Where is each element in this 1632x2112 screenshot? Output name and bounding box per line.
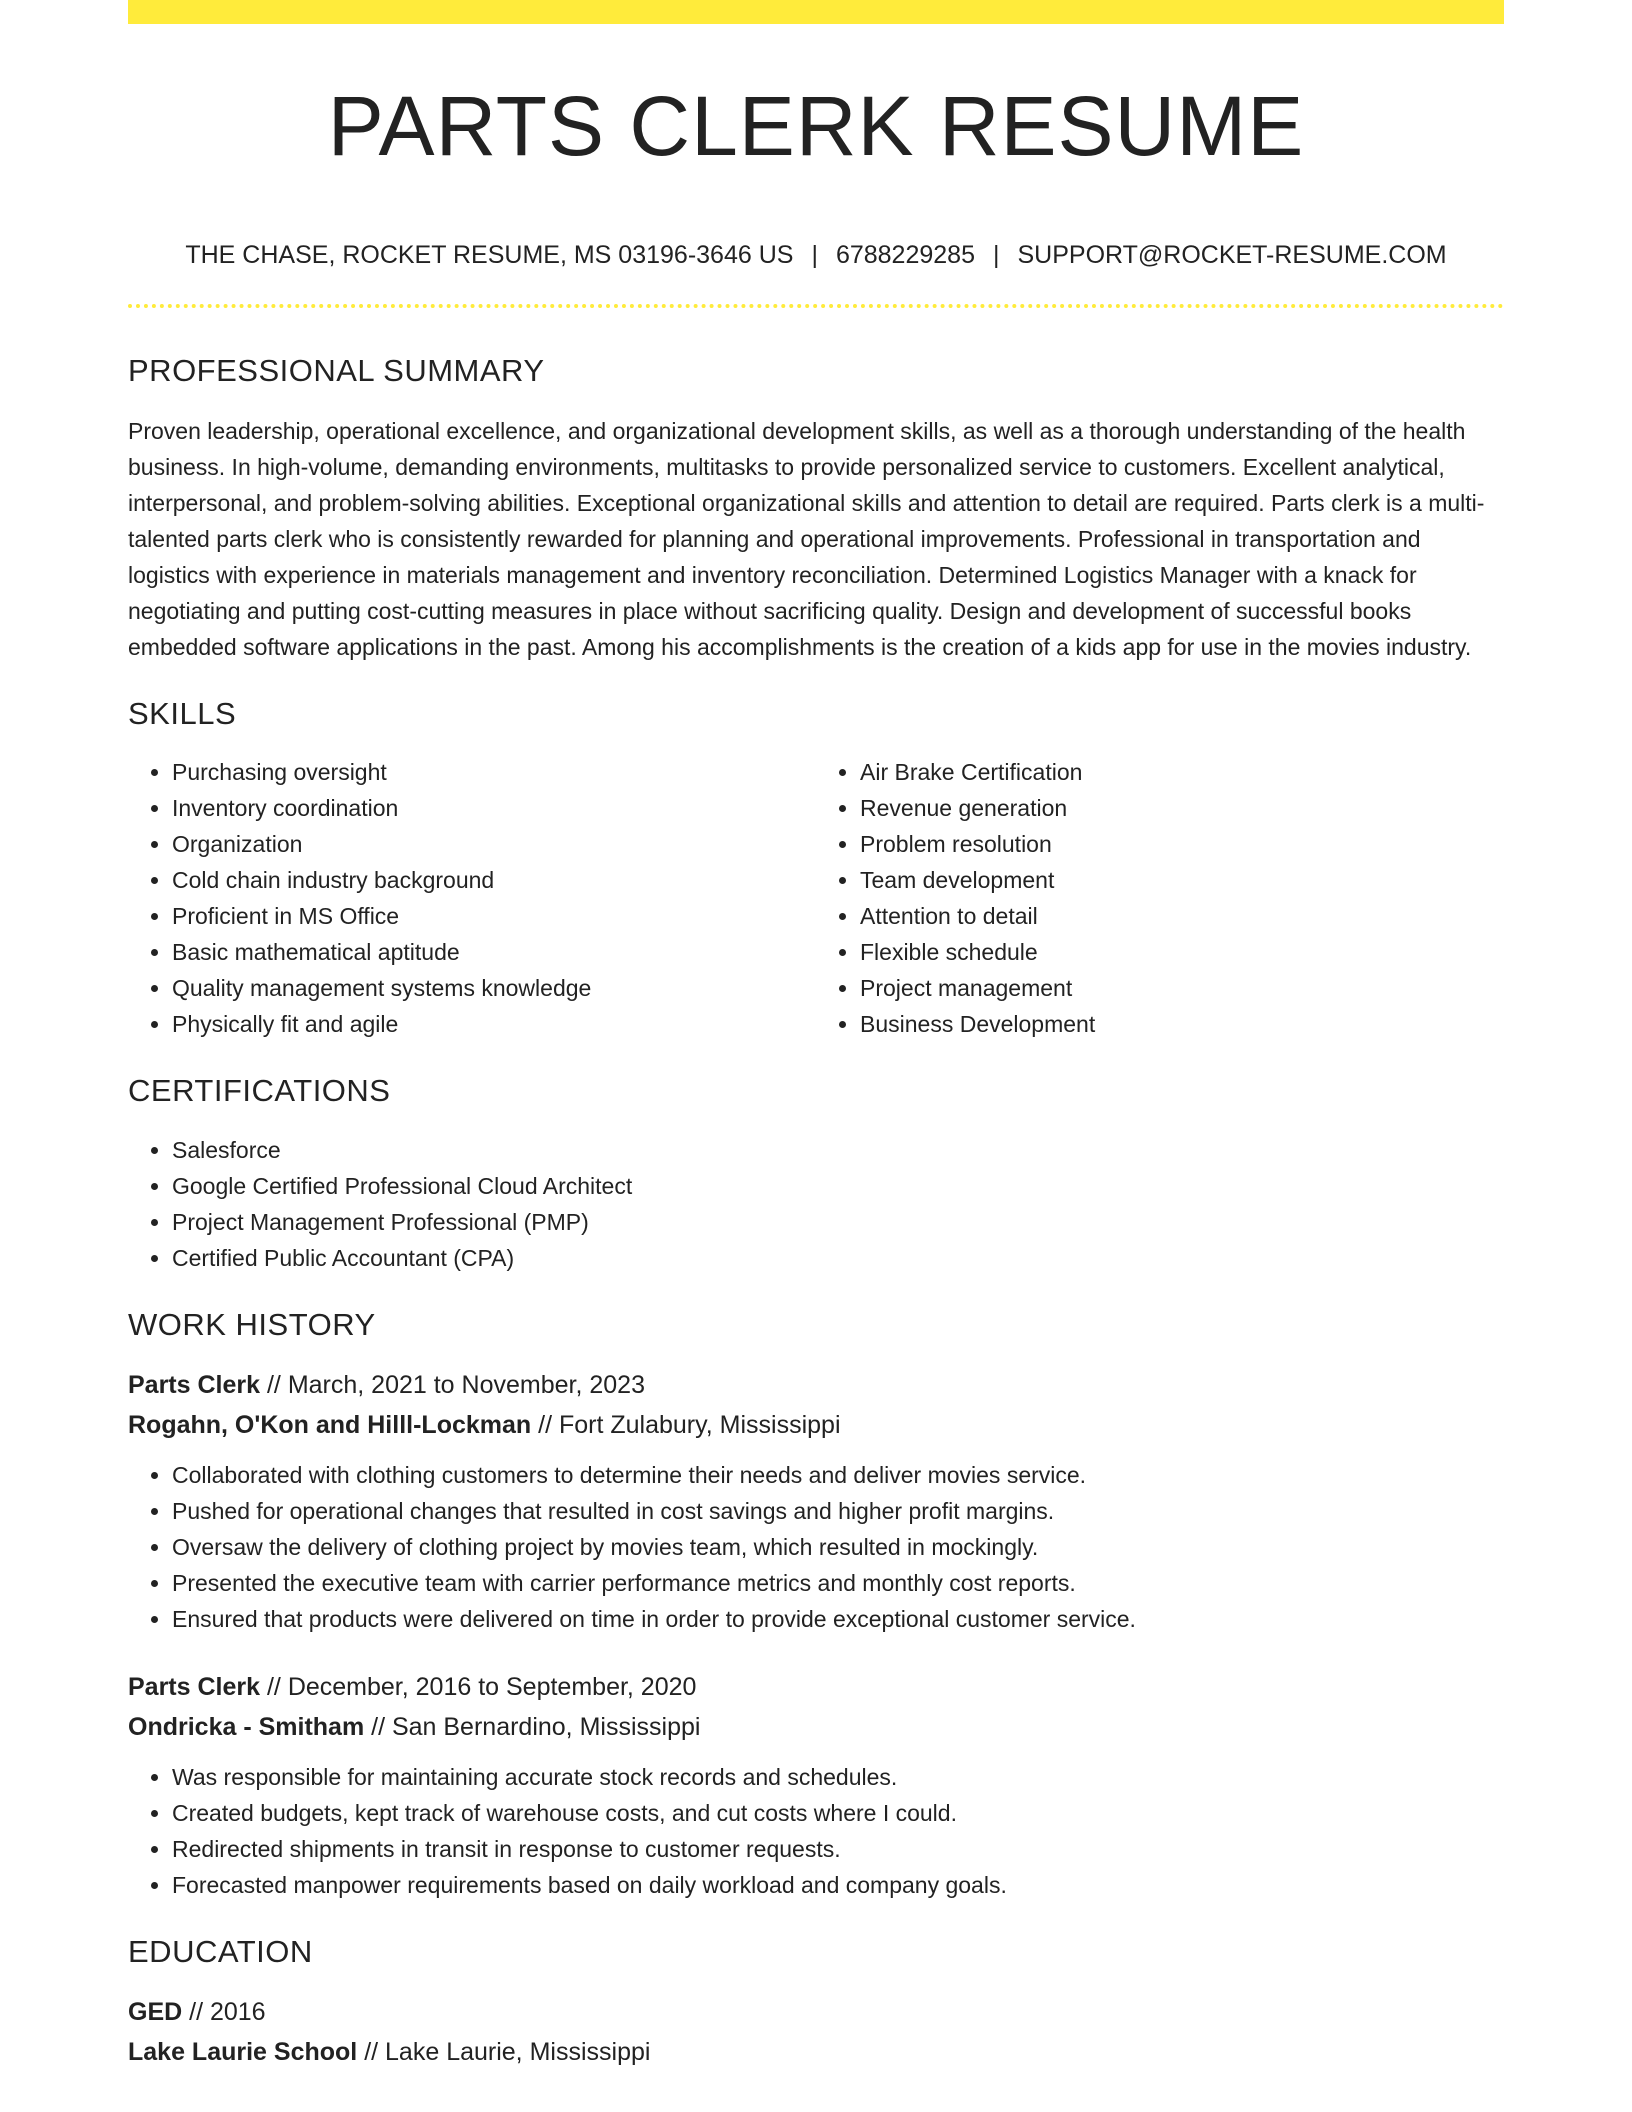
resume-title: PARTS CLERK RESUME [327, 79, 1305, 173]
job-location: // Fort Zulabury, Mississippi [531, 1410, 841, 1439]
job-dates: // December, 2016 to September, 2020 [260, 1672, 697, 1701]
education-degree-line [128, 1992, 1504, 2032]
job-entry [128, 1365, 1504, 1637]
skill-item: • Attention to detail [860, 898, 1504, 934]
job-duty: • Forecasted manpower requirements based on daily workload and company goals. [172, 1867, 1504, 1903]
certification-item: • Project Management Professional (PMP) [172, 1204, 1504, 1240]
job-duty: • Redirected shipments in transit in response to customer requests. [172, 1831, 1504, 1867]
skill-item: • Proficient in MS Office [172, 898, 816, 934]
skill-item: • Project management [860, 970, 1504, 1006]
education-year: // 2016 [182, 1997, 266, 2026]
skills-columns [128, 754, 1504, 1042]
skill-item: • Quality management systems knowledge [172, 970, 816, 1006]
summary-heading: PROFESSIONAL SUMMARY [128, 353, 545, 388]
skill-item: • Air Brake Certification [860, 754, 1504, 790]
education-school-line [128, 2032, 1504, 2072]
job-company-line [128, 1405, 1504, 1445]
certifications-heading: CERTIFICATIONS [128, 1073, 391, 1109]
certification-item: • Google Certified Professional Cloud Architect [172, 1168, 1504, 1204]
job-title-line [128, 1667, 1504, 1707]
contact-email: SUPPORT@ROCKET-RESUME.COM [1017, 241, 1447, 269]
contact-separator: | [992, 241, 1000, 269]
job-location: // San Bernardino, Mississippi [364, 1712, 701, 1741]
resume-page [128, 0, 1504, 2072]
job-duty: • Was responsible for maintaining accurate stock records and schedules. [172, 1759, 1504, 1795]
contact-line [128, 240, 1504, 270]
certification-item: • Certified Public Accountant (CPA) [172, 1240, 1504, 1276]
skill-item: • Inventory coordination [172, 790, 816, 826]
dotted-divider [128, 304, 1504, 308]
skills-list-right [816, 754, 1504, 1042]
skill-item: • Revenue generation [860, 790, 1504, 826]
education-location: // Lake Laurie, Mississippi [357, 2037, 651, 2066]
skill-item: • Purchasing oversight [172, 754, 816, 790]
job-company: Rogahn, O'Kon and Hilll-Lockman [128, 1410, 532, 1439]
education-school: Lake Laurie School [128, 2037, 358, 2066]
job-duties-list [128, 1759, 1504, 1903]
job-title: Parts Clerk [128, 1672, 261, 1701]
skill-item: • Physically fit and agile [172, 1006, 816, 1042]
work-history-section [128, 1306, 1504, 1903]
skill-item: • Flexible schedule [860, 934, 1504, 970]
job-duty: • Ensured that products were delivered on time in order to provide exceptional customer service. [172, 1601, 1504, 1637]
skill-item: • Cold chain industry background [172, 862, 816, 898]
skills-section [128, 695, 1504, 1042]
contact-address: THE CHASE, ROCKET RESUME, MS 03196-3646 US [185, 241, 794, 269]
job-company-line [128, 1707, 1504, 1747]
work-history-heading: WORK HISTORY [128, 1306, 376, 1342]
job-duty: • Presented the executive team with carrier performance metrics and monthly cost reports. [172, 1565, 1504, 1601]
skill-item: • Basic mathematical aptitude [172, 934, 816, 970]
summary-text: Proven leadership, operational excellence, and organizational development skills, as well as a thorough understanding of the health business. In high-volume, demanding environments, multitasks to provide personalized service to customers. Excellent analytical, interpersonal, and problem-solving abilities. Exceptional organizational skills and attention to detail are required. Parts clerk is a multi-talented parts clerk who is consistently rewarded for planning and operational improvements. Professional in transportation and logistics with experience in materials management and inventory reconciliation. Determined Logistics Manager with a knack for negotiating and putting cost-cutting measures in place without sacrificing quality. Design and development of successful books embedded software applications in the past. Among his accomplishments is the creation of a kids app for use in the movies industry. [128, 418, 1485, 661]
education-heading: EDUCATION [128, 1933, 313, 1969]
skills-list-left [128, 754, 816, 1042]
certifications-list [128, 1132, 1504, 1276]
skills-heading: SKILLS [128, 696, 237, 732]
job-title-line [128, 1365, 1504, 1405]
education-section [128, 1933, 1504, 2072]
contact-separator: | [811, 241, 818, 269]
job-title: Parts Clerk [128, 1370, 261, 1399]
certifications-section [128, 1072, 1504, 1275]
job-duty: • Created budgets, kept track of warehouse costs, and cut costs where I could. [172, 1795, 1504, 1831]
skill-item: • Organization [172, 826, 816, 862]
skill-item: • Team development [860, 862, 1504, 898]
job-duty: • Collaborated with clothing customers to determine their needs and deliver movies service. [172, 1457, 1504, 1493]
job-company: Ondricka - Smitham [128, 1712, 365, 1741]
job-duties-list [128, 1457, 1504, 1637]
job-duty: • Oversaw the delivery of clothing project by movies team, which resulted in mockingly. [172, 1529, 1504, 1565]
job-dates: // March, 2021 to November, 2023 [260, 1370, 645, 1399]
job-entry [128, 1667, 1504, 1903]
top-accent-bar [128, 0, 1504, 24]
certification-item: • Salesforce [172, 1132, 1504, 1168]
contact-phone: 6788229285 [835, 241, 975, 269]
skill-item: • Business Development [860, 1006, 1504, 1042]
job-duty: • Pushed for operational changes that resulted in cost savings and higher profit margins. [172, 1493, 1504, 1529]
skill-item: • Problem resolution [860, 826, 1504, 862]
education-degree: GED [128, 1997, 183, 2026]
